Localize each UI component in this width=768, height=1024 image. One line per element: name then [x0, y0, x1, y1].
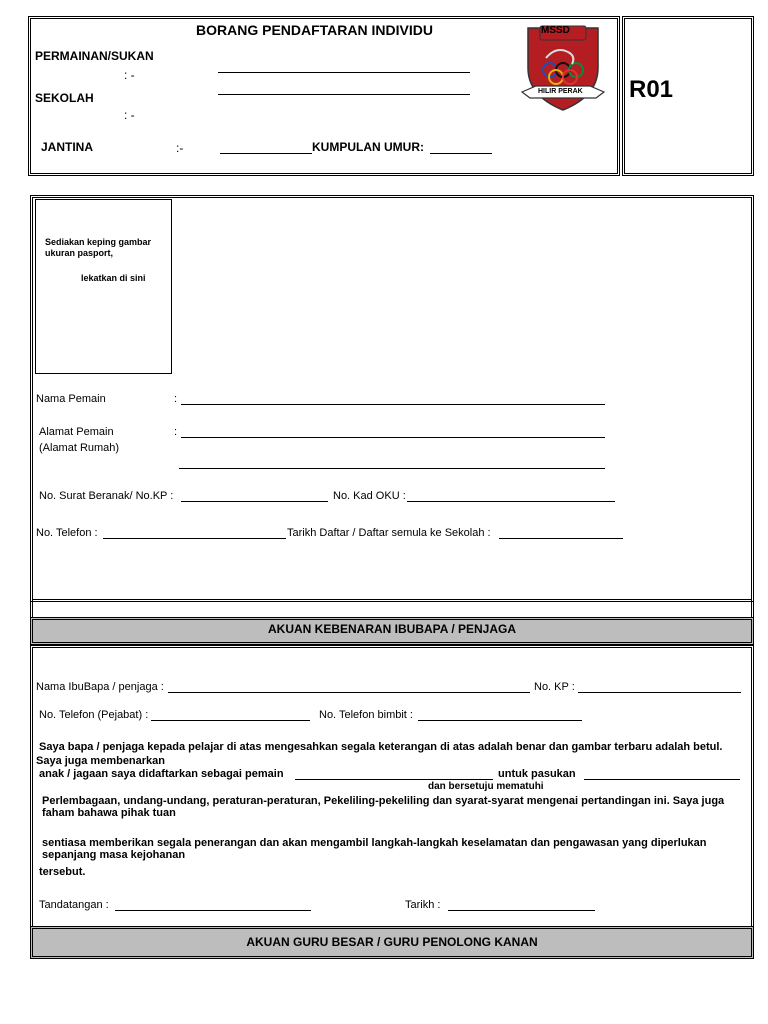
office-phone-field[interactable]	[151, 720, 310, 721]
gender-colon: :-	[176, 141, 184, 155]
player-phone-label: No. Telefon :	[36, 527, 98, 539]
sport-label: PERMAINAN/SUKAN	[35, 49, 154, 63]
birth-cert-label: No. Surat Beranak/ No.KP :	[39, 490, 174, 502]
oku-field[interactable]	[407, 501, 615, 502]
parent-section-title: AKUAN KEBENARAN IBUBAPA / PENJAGA	[267, 622, 516, 636]
address-label: Alamat Pemain	[39, 426, 114, 438]
parent-ic-label: No. KP :	[534, 681, 575, 693]
mobile-phone-field[interactable]	[418, 720, 582, 721]
form-title: BORANG PENDAFTARAN INDIVIDU	[196, 22, 433, 38]
signature-field[interactable]	[115, 910, 311, 911]
declaration-line-1: Saya bapa / penjaga kepada pelajar di atas mengesahkan segala keterangan di atas adalah benar dan gambar terbaru adalah betul.	[39, 741, 723, 753]
declaration-line-3a: anak / jagaan saya didaftarkan sebagai pemain	[39, 768, 284, 780]
parent-section-bar	[30, 617, 754, 645]
address-field-1[interactable]	[181, 437, 605, 438]
oku-label: No. Kad OKU :	[333, 490, 406, 502]
declaration-line-7: tersebut.	[39, 866, 86, 878]
photo-instruction: Sediakan keping gambar ukuran pasport,	[45, 237, 152, 258]
form-code: R01	[629, 76, 674, 103]
declaration-line-6: sentiasa memberikan segala penerangan dan akan mengambil langkah-langkah keselamatan dan pengawasan yang diperlukan sepanjang masa kejohanan	[42, 837, 707, 861]
date-label: Tarikh :	[405, 899, 441, 911]
birth-cert-field[interactable]	[181, 501, 328, 502]
gender-label: JANTINA	[41, 140, 94, 154]
sport-field[interactable]	[218, 72, 470, 73]
date-field[interactable]	[448, 910, 595, 911]
headmaster-section-title: AKUAN GURU BESAR / GURU PENOLONG KANAN	[246, 935, 538, 949]
declaration-line-3b: untuk pasukan	[498, 768, 576, 780]
address-field-2[interactable]	[179, 468, 605, 469]
photo-instruction-2: lekatkan di sini	[81, 273, 146, 283]
age-group-label: KUMPULAN UMUR:	[312, 140, 424, 154]
declaration-line-4: dan bersetuju mematuhi	[428, 781, 544, 792]
logo-ribbon-text: HILIR PERAK	[538, 88, 583, 95]
parent-name-label: Nama IbuBapa / penjaga :	[36, 681, 164, 693]
declaration-line-5: Perlembagaan, undang-undang, peraturan-peraturan, Pekeliling-pekeliling dan syarat-syarat mengenai pertandingan ini. Saya juga faham bahawa pihak tuan	[42, 795, 725, 819]
sport-colon: : -	[124, 68, 135, 82]
player-phone-field[interactable]	[103, 538, 286, 539]
school-label: SEKOLAH	[35, 91, 94, 105]
school-colon: : -	[124, 108, 135, 122]
school-field[interactable]	[218, 94, 470, 95]
age-group-field[interactable]	[430, 153, 492, 154]
signature-label: Tandatangan :	[39, 899, 109, 911]
office-phone-label: No. Telefon (Pejabat) :	[39, 709, 149, 721]
player-name-field[interactable]	[181, 404, 605, 405]
register-date-field[interactable]	[499, 538, 623, 539]
team-field[interactable]	[584, 779, 740, 780]
logo-top-text: MSSD	[541, 25, 570, 36]
address-sub-label: (Alamat Rumah)	[39, 442, 120, 454]
mobile-phone-label: No. Telefon bimbit :	[319, 709, 413, 721]
player-category-field[interactable]	[295, 779, 493, 780]
parent-name-field[interactable]	[168, 692, 530, 693]
player-name-colon: :	[174, 393, 178, 405]
headmaster-section-bar	[30, 926, 754, 959]
parent-ic-field[interactable]	[578, 692, 741, 693]
player-name-label: Nama Pemain	[36, 393, 106, 405]
register-date-label: Tarikh Daftar / Daftar semula ke Sekolah :	[287, 527, 491, 539]
address-colon: :	[174, 426, 178, 438]
mssd-logo	[516, 22, 610, 116]
gender-field[interactable]	[220, 153, 312, 154]
photo-placeholder[interactable]	[35, 199, 172, 374]
declaration-line-2: Saya juga membenarkan	[36, 755, 166, 767]
